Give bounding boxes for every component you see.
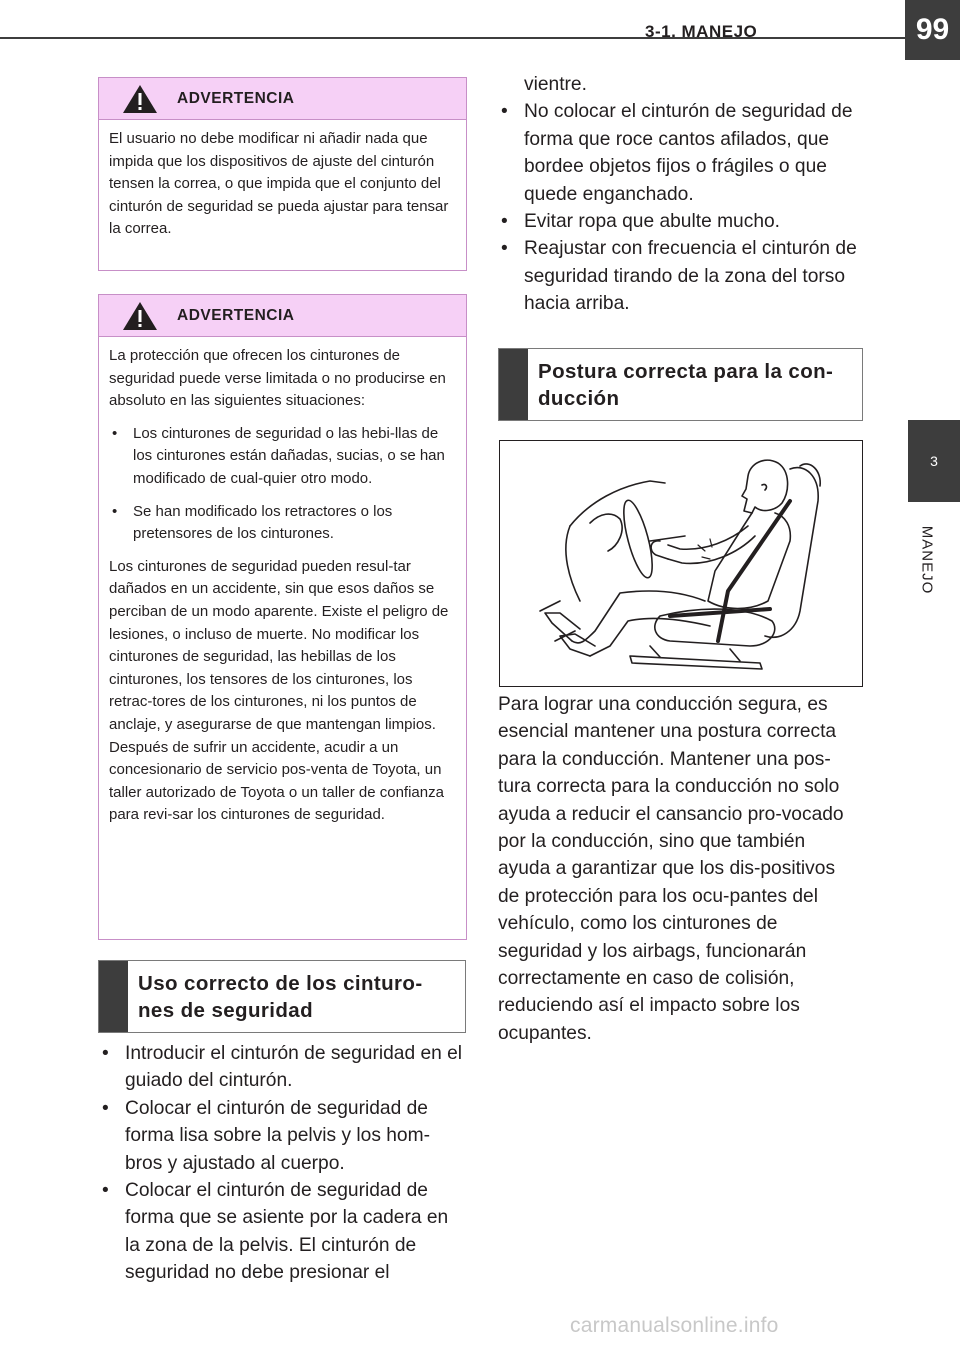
heading-postura-correcta	[498, 348, 863, 421]
postura-paragraph: Para lograr una conducción segura, es esencial mantener una postura correcta para la conducción. Mantener una pos-tura correcta para la conducción no solo ayuda a reducir el cansancio pro-vocado por la conducción, sino que también ayuda a garantizar que los dis-positivos de protección para los ocu-pantes del vehículo, como los cinturones de seguridad y los airbags, funcionarán correctamente en caso de colisión, reduciendo así el impacto sobre los ocupantes.	[498, 694, 844, 1044]
heading-bar	[499, 349, 528, 420]
warning-box-2	[98, 294, 467, 940]
driving-posture-illustration	[499, 440, 863, 687]
warning-title: ADVERTENCIA	[177, 306, 295, 324]
warning-body	[99, 120, 466, 261]
heading-text: Uso correcto de los cinturo-nes de seguridad	[138, 972, 423, 1022]
warning-body	[99, 337, 466, 847]
warning-text: El usuario no debe modificar ni añadir nada que impida que los dispositivos de ajuste del cinturón tensen la correa, o que impida que el conjunto del cinturón de seguridad se pueda ajustar para tensar la correa.	[109, 130, 449, 238]
watermark: carmanualsonline.info	[570, 1314, 779, 1337]
warning-triangle-icon	[121, 83, 159, 115]
list-item: • Colocar el cinturón de seguridad de forma que se asiente por la cadera en la zona de la pelvis. El cinturón de seguridad no debe presionar el	[99, 1177, 465, 1287]
warning-header	[99, 78, 466, 120]
warning-triangle-icon	[121, 300, 159, 332]
heading-bar	[99, 961, 128, 1032]
warning-list-item: • Los cinturones de seguridad o las hebi-llas de los cinturones están dañadas, sucias, o se han modificado de cual-quier otro modo.	[109, 423, 452, 491]
list-item: • Reajustar con frecuencia el cinturón de seguridad tirando de la zona del torso hacia arriba.	[498, 235, 863, 317]
page-number: 99	[905, 0, 960, 60]
list-item: • Evitar ropa que abulte mucho.	[498, 208, 863, 235]
heading-text: Postura correcta para la con-ducción	[538, 360, 834, 410]
section-title: 3-1. MANEJO	[645, 22, 758, 41]
chapter-tab-label	[912, 515, 942, 605]
list-item: • No colocar el cinturón de seguridad de forma que roce cantos afilados, que bordee objetos fijos o frágiles o que quede enganchado.	[498, 98, 863, 208]
warning-list	[109, 423, 452, 546]
uso-bullet-list	[99, 1040, 465, 1287]
driver-seat-illustration	[500, 441, 862, 686]
warning-title: ADVERTENCIA	[177, 89, 295, 107]
continued-text: vientre.	[524, 74, 587, 95]
list-item: • Introducir el cinturón de seguridad en el guiado del cinturón.	[99, 1040, 465, 1095]
chapter-label-text: MANEJO	[918, 525, 936, 595]
warning-box-1	[98, 77, 467, 271]
list-item: • Colocar el cinturón de seguridad de forma lisa sobre la pelvis y los hom-bros y ajustado al cuerpo.	[99, 1095, 465, 1177]
warning-list-item: • Se han modificado los retractores o los pretensores de los cinturones.	[109, 501, 452, 546]
warning-outro: Los cinturones de seguridad pueden resul-tar dañados en un accidente, sin que esos daños se perciban de un modo aparente. Existe el peligro de lesiones, o incluso de muerte. No modificar los cinturones de seguridad, las hebillas de los cinturones, los tensores de los cinturones, los retrac-tores de los cinturones, ni los puntos de anclaje, y asegurarse de que mantengan limpios. Después de sufrir un accidente, acudir a un concesionario de servicio pos-venta de Toyota, un taller autorizado de Toyota o un taller de confianza para revi-sar los cinturones de seguridad.	[109, 557, 449, 824]
right-column-list	[498, 71, 863, 318]
warning-intro: La protección que ofrecen los cinturones de seguridad puede verse limitada o no producirse en absoluto en las siguientes situaciones:	[109, 347, 446, 410]
header-rule	[0, 37, 905, 39]
chapter-tab-number: 3	[908, 420, 960, 502]
heading-uso-correcto	[98, 960, 466, 1033]
warning-header	[99, 295, 466, 337]
